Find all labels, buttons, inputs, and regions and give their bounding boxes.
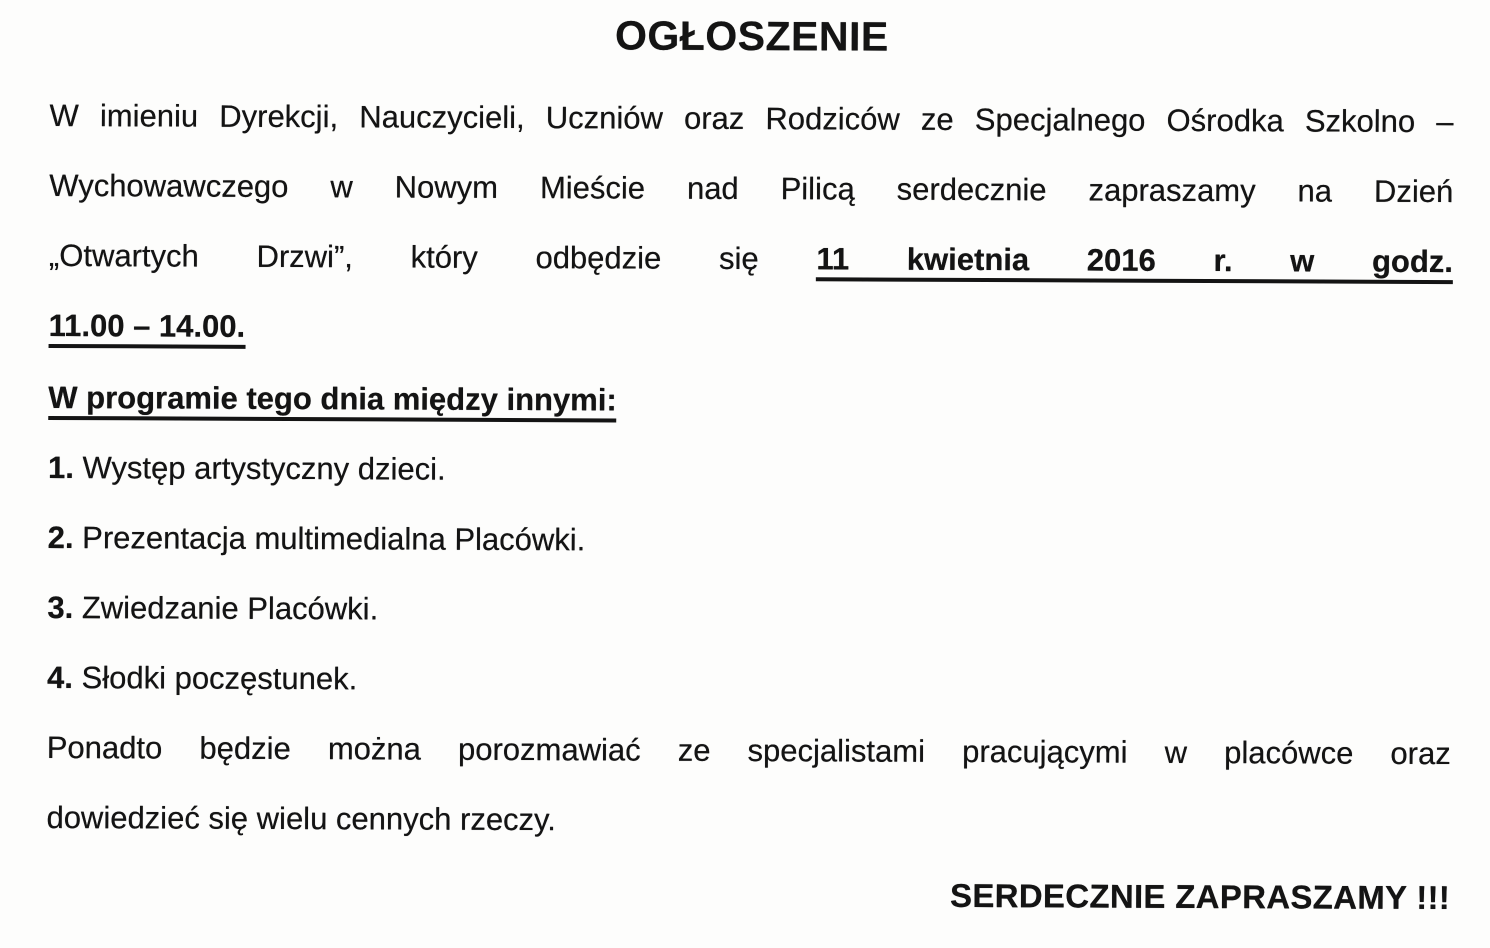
text-line <box>48 503 1452 579</box>
signoff-text: SERDECZNIE ZAPRASZAMY !!! <box>950 876 1451 917</box>
text-segment: 11.00 – 14.00. <box>49 308 246 349</box>
text-segment: Ponadto będzie można porozmawiać ze specjalistami pracującymi w placówce oraz <box>46 729 1451 772</box>
text-line <box>49 81 1453 157</box>
text-line <box>46 783 1450 859</box>
text-segment: „Otwartych Drzwi”, który odbędzie się <box>48 237 817 277</box>
text-segment: 1. <box>47 449 74 486</box>
text-line <box>47 713 1451 789</box>
text-segment: 2. <box>47 519 74 556</box>
closing-paragraph <box>46 713 1451 859</box>
text-segment: Zwiedzanie Placówki. <box>73 590 379 627</box>
text-segment: Słodki poczęstunek. <box>72 660 358 697</box>
text-segment: Prezentacja multimedialna Placówki. <box>73 520 586 558</box>
text-segment: W imieniu Dyrekcji, Nauczycieli, Uczniów oraz Rodziców ze Specjalnego Ośrodka Szkolno – <box>49 97 1454 140</box>
text-segment: 3. <box>47 589 74 626</box>
program-heading-row <box>48 363 1452 439</box>
text-segment: 11 kwietnia 2016 r. w godz. <box>816 241 1453 284</box>
text-segment: Występ artystyczny dzieci. <box>73 450 446 487</box>
text-segment: Wychowawczego w Nowym Mieście nad Pilicą serdecznie zapraszamy na Dzień <box>49 167 1454 210</box>
program-list <box>47 433 1452 719</box>
text-segment: 4. <box>47 659 74 696</box>
text-line <box>47 643 1451 719</box>
text-segment: dowiedzieć się wielu cennych rzeczy. <box>46 799 557 838</box>
text-line <box>49 151 1453 227</box>
document-title: OGŁOSZENIE <box>614 12 889 60</box>
text-line <box>48 291 1452 367</box>
text-line <box>48 433 1452 509</box>
intro-paragraph <box>48 81 1453 367</box>
text-line <box>47 573 1451 649</box>
program-heading: W programie tego dnia między innymi: <box>48 380 617 422</box>
text-line <box>49 221 1453 297</box>
